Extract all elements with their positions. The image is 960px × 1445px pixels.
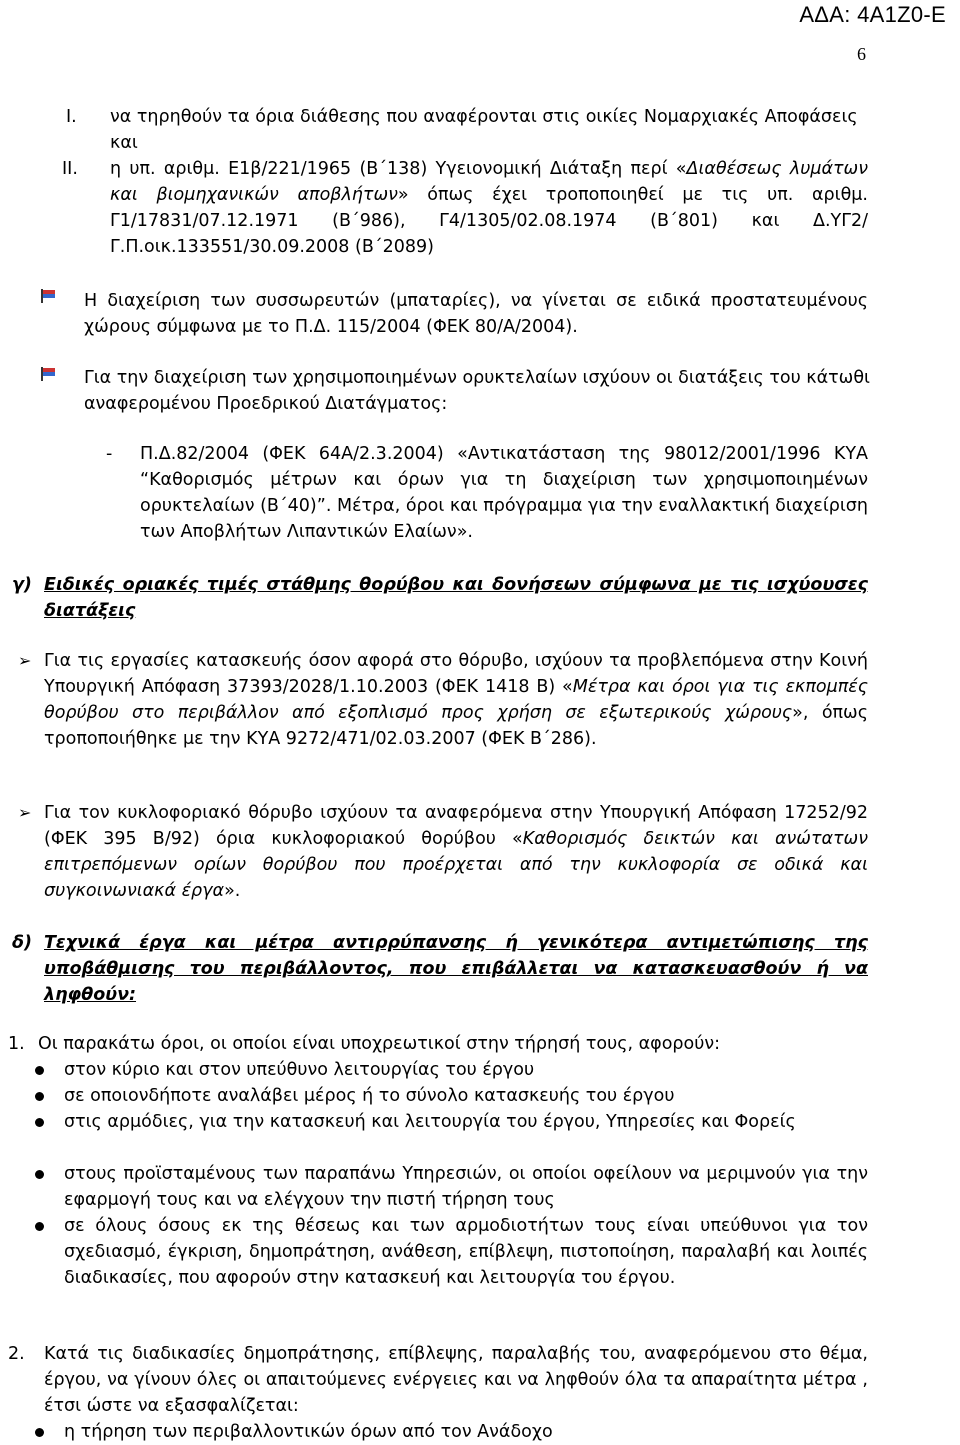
dash-marker: - (106, 444, 113, 464)
bullet-dot-icon (35, 1118, 44, 1127)
roman-item-1: να τηρηθούν τα όρια διάθεσης που αναφέρονται στις οικίες Νομαρχιακές Αποφάσεις και (110, 107, 858, 153)
chevron-bullet-icon: ➢ (18, 651, 32, 670)
ada-code: ΑΔΑ: 4Α1Ζ0-Ε (799, 2, 946, 27)
numbered-item-2: Κατά τις διαδικασίες δημοπράτησης, επίβλεψης, παραλαβής του, αναφερόμενου στο θέμα, έργου, να γίνουν όλες οι απαιτούμενες ενέργειες και να ληφθούν όλα τα απαραίτητα μέτρα , έτσι ώστε να εξασφαλίζεται: (44, 1344, 868, 1416)
roman-item-2: η υπ. αριθμ. Ε1β/221/1965 (Β΄138) Υγειονομική Διάταξη περί «Διαθέσεως λυμάτων και βιομηχανικών αποβλήτων» όπως έχει τροποποιηθεί με τις υπ. αριθμ. Γ1/17831/07.12.1971 (Β΄986), Γ4/1305/02.08.1974 (Β΄801) και Δ.ΥΓ2/Γ.Π.οικ.133551/30.09.2008 (Β΄2089) (110, 159, 868, 257)
bullet-item: σε οποιονδήποτε αναλάβει μέρος ή το σύνολο κατασκευής του έργου (64, 1086, 675, 1106)
section-g-marker: γ) (12, 575, 32, 595)
bullet-dot-icon (35, 1222, 44, 1231)
bullet-item: στις αρμόδιες, για την κατασκευή και λειτουργία του έργου, Υπηρεσίες και Φορείς (64, 1112, 796, 1132)
roman-marker-2: II. (62, 159, 78, 179)
bullet-dot-icon (35, 1170, 44, 1179)
bullet-item: στους προϊσταμένους των παραπάνω Υπηρεσιών, οι οποίοι οφείλουν να μεριμνούν για την εφαρμογή τους και να ελέγχουν την πιστή τήρηση τους (64, 1164, 868, 1210)
bullet-item: σε όλους όσους εκ της θέσεως και των αρμοδιοτήτων τους είναι υπεύθυνοι για τον σχεδιασμό, έγκριση, δημοπράτηση, ανάθεση, επίβλεψη, πιστοποίηση, παραλαβή και λοιπές διαδικασίες, που αφορούν στην κατασκευή και λειτουργία του έργου. (64, 1216, 868, 1288)
numbered-marker-2: 2. (8, 1344, 25, 1364)
chevron-item-2: Για τον κυκλοφοριακό θόρυβο ισχύουν τα αναφερόμενα στην Υπουργική Απόφαση 17252/92 (ΦΕΚ 395 Β/92) όρια κυκλοφοριακού θορύβου «Καθορισμός δεικτών και ανώτατων επιτρεπόμενων ορίων θορύβου που προέρχεται από την κυκλοφορία σε οδικά και συγκοινωνιακά έργα». (44, 803, 868, 901)
bullet-dot-icon (35, 1066, 44, 1075)
page-number: 6 (857, 44, 866, 64)
dash-item: Π.Δ.82/2004 (ΦΕΚ 64Α/2.3.2004) «Αντικατάσταση της 98012/2001/1996 ΚΥΑ “Καθορισμός μέτρων και όρων για τη διαχείριση των χρησιμοποιημένων ορυκτελαίων (Β΄40)”. Μέτρα, όροι και πρόγραμμα για την εναλλακτική διαχείριση των Αποβλήτων Λιπαντικών Ελαίων». (140, 444, 868, 542)
flag-item-1: Η διαχείριση των συσσωρευτών (μπαταρίες), να γίνεται σε ειδικά προστατευμένους χώρους σύμφωνα με το Π.Δ. 115/2004 (ΦΕΚ 80/Α/2004). (84, 291, 868, 337)
bullet-dot-icon (35, 1428, 44, 1437)
flag-bullet-icon (40, 367, 56, 381)
flag-bullet-icon (40, 289, 56, 303)
chevron-bullet-icon: ➢ (18, 803, 32, 822)
chevron-item-1: Για τις εργασίες κατασκευής όσον αφορά στο θόρυβο, ισχύουν τα προβλεπόμενα στην Κοινή Υπουργική Απόφαση 37393/2028/1.10.2003 (ΦΕΚ 1418 Β) «Μέτρα και όροι για τις εκπομπές θορύβου στο περιβάλλον από εξοπλισμό προς χρήση σε εξωτερικούς χώρους», όπως τροποποιήθηκε με την ΚΥΑ 9272/471/02.03.2007 (ΦΕΚ Β΄286). (44, 651, 868, 749)
section-d-title: Τεχνικά έργα και μέτρα αντιρρύπανσης ή γενικότερα αντιμετώπισης της υποβάθμισης του περιβάλλοντος, που επιβάλλεται να κατασκευασθούν ή να ληφθούν: (44, 933, 868, 1005)
flag-item-2: Για την διαχείριση των χρησιμοποιημένων ορυκτελαίων ισχύουν οι διατάξεις του κάτωθι αναφερομένου Προεδρικού Διατάγματος: (84, 368, 870, 414)
roman-marker-1: I. (66, 107, 77, 127)
bullet-item: η τήρηση των περιβαλλοντικών όρων από τον Ανάδοχο (64, 1422, 553, 1442)
numbered-marker-1: 1. (8, 1034, 25, 1054)
bullet-dot-icon (35, 1092, 44, 1101)
section-d-marker: δ) (12, 933, 33, 953)
bullet-item: στον κύριο και στον υπεύθυνο λειτουργίας του έργου (64, 1060, 535, 1080)
numbered-item-1: Οι παρακάτω όροι, οι οποίοι είναι υποχρεωτικοί στην τήρησή τους, αφορούν: (38, 1034, 721, 1054)
section-g-title: Ειδικές οριακές τιμές στάθμης θορύβου και δονήσεων σύμφωνα με τις ισχύουσες διατάξεις (44, 575, 868, 621)
